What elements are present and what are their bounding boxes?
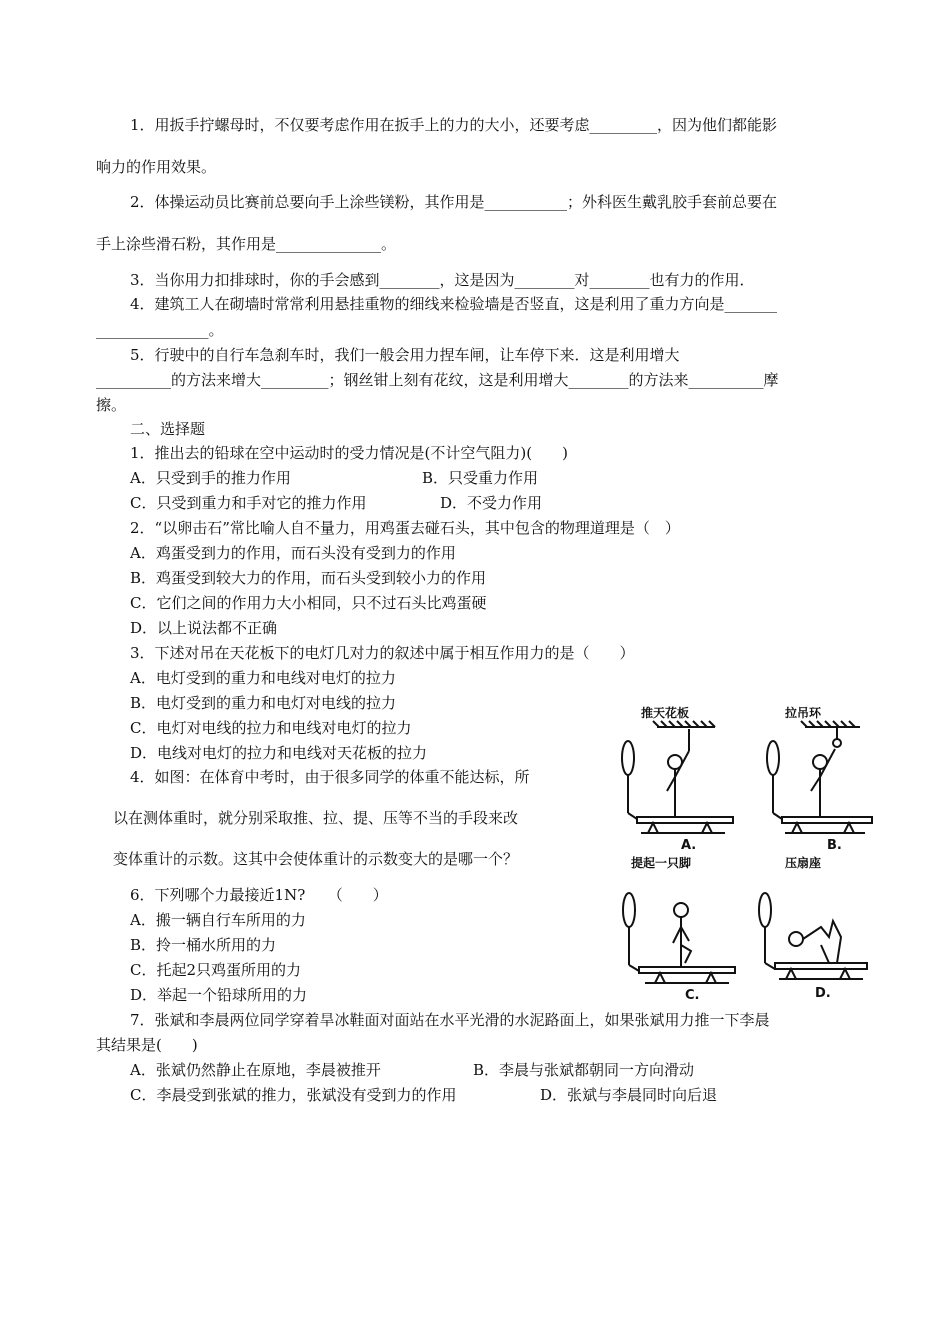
panel-c: [623, 893, 735, 983]
c1-stem: 1．推出去的铅球在空中运动时的受力情况是(不计空气阻力)( ): [130, 444, 568, 462]
q4-line2: _______________。: [96, 321, 224, 339]
c2-option-a: A．鸡蛋受到力的作用，而石头没有受到力的作用: [130, 544, 456, 562]
c3-option-c: C．电灯对电线的拉力和电线对电灯的拉力: [130, 719, 412, 737]
c7-option-b: B．李晨与张斌都朝同一方向滑动: [473, 1061, 695, 1079]
c7-option-a: A．张斌仍然静止在原地，李晨被推开: [130, 1061, 381, 1079]
c6-option-a: A．搬一辆自行车所用的力: [130, 911, 306, 929]
c2-option-c: C．它们之间的作用力大小相同，只不过石头比鸡蛋硬: [130, 594, 487, 612]
c6-stem: 6．下列哪个力最接近1N? （ ）: [130, 886, 388, 904]
c3-option-d: D．电线对电灯的拉力和电线对天花板的拉力: [130, 744, 428, 762]
c3-option-a: A．电灯受到的重力和电线对电灯的拉力: [130, 669, 396, 687]
q5-line2: __________的方法来增大_________；钢丝钳上刻有花纹，这是利用增大________的方法来__________摩: [96, 371, 779, 389]
q4-line1: 4．建筑工人在砌墙时常常利用悬挂重物的细线来检验墙是否竖直，这是利用了重力方向是_______: [130, 295, 778, 313]
panel-d-label: D.: [815, 986, 831, 1001]
c7-option-d: D．张斌与李晨同时向后退: [540, 1086, 718, 1104]
c2-stem: 2．“以卵击石”常比喻人自不量力，用鸡蛋去碰石头，其中包含的物理道理是（ ）: [130, 519, 680, 537]
c6-option-b: B．拎一桶水所用的力: [130, 936, 277, 954]
c4-line2: 以在测体重时，就分别采取推、拉、提、压等不当的手段来改: [113, 809, 519, 827]
panel-a: [622, 721, 733, 833]
panel-d-caption: 压扇座: [785, 856, 822, 870]
q1-line2: 响力的作用效果。: [96, 158, 217, 176]
c7-line2: 其结果是( ): [96, 1036, 198, 1054]
q5-line3: 擦。: [96, 396, 127, 414]
q3-line: 3．当你用力扣排球时，你的手会感到________，这是因为________对________也有力的作用．: [130, 271, 755, 289]
panel-b-label: B.: [827, 838, 842, 853]
c6-option-d: D．举起一个铅球所用的力: [130, 986, 308, 1004]
panel-b-caption: 拉吊环: [785, 706, 822, 720]
c1-option-d: D．不受力作用: [440, 494, 543, 512]
c4-line1: 4．如图：在体育中考时，由于很多同学的体重不能达标，所: [130, 768, 530, 786]
weighing-figure-drawing: [615, 705, 877, 1007]
c2-option-d: D．以上说法都不正确: [130, 619, 278, 637]
c7-line1: 7．张斌和李晨两位同学穿着旱冰鞋面对面站在水平光滑的水泥路面上，如果张斌用力推一下李晨: [130, 1011, 770, 1029]
c3-stem: 3．下述对吊在天花板下的电灯几对力的叙述中属于相互作用力的是（ ）: [130, 644, 635, 662]
c4-line3: 变体重计的示数。这其中会使体重计的示数变大的是哪一个？: [113, 850, 519, 868]
c1-option-b: B．只受重力作用: [422, 469, 539, 487]
panel-a-label: A.: [681, 838, 697, 853]
q2-line1: 2．体操运动员比赛前总要向手上涂些镁粉，其作用是___________；外科医生戴乳胶手套前总要在: [130, 193, 778, 211]
q1-line1: 1．用扳手拧螺母时，不仅要考虑作用在扳手上的力的大小，还要考虑_________，因为他们都能影: [130, 116, 778, 134]
c7-option-c: C．李晨受到张斌的推力，张斌没有受到力的作用: [130, 1086, 457, 1104]
c6-option-c: C．托起2只鸡蛋所用的力: [130, 961, 302, 979]
panel-c-label: C.: [685, 988, 700, 1003]
weighing-figure: [615, 705, 877, 1007]
panel-d: [759, 893, 867, 979]
panel-b: [767, 721, 872, 833]
q2-line2: 手上涂些滑石粉，其作用是______________。: [96, 235, 397, 253]
panel-c-caption: 提起一只脚: [631, 856, 692, 870]
panel-a-caption: 推天花板: [641, 706, 690, 720]
q5-line1: 5．行驶中的自行车急刹车时，我们一般会用力捏车闸，让车停下来．这是利用增大: [130, 346, 680, 364]
section-heading-choice: 二、选择题: [130, 420, 206, 438]
c2-option-b: B．鸡蛋受到较大力的作用，而石头受到较小力的作用: [130, 569, 487, 587]
c1-option-a: A．只受到手的推力作用: [130, 469, 291, 487]
c3-option-b: B．电灯受到的重力和电灯对电线的拉力: [130, 694, 397, 712]
c1-option-c: C．只受到重力和手对它的推力作用: [130, 494, 367, 512]
